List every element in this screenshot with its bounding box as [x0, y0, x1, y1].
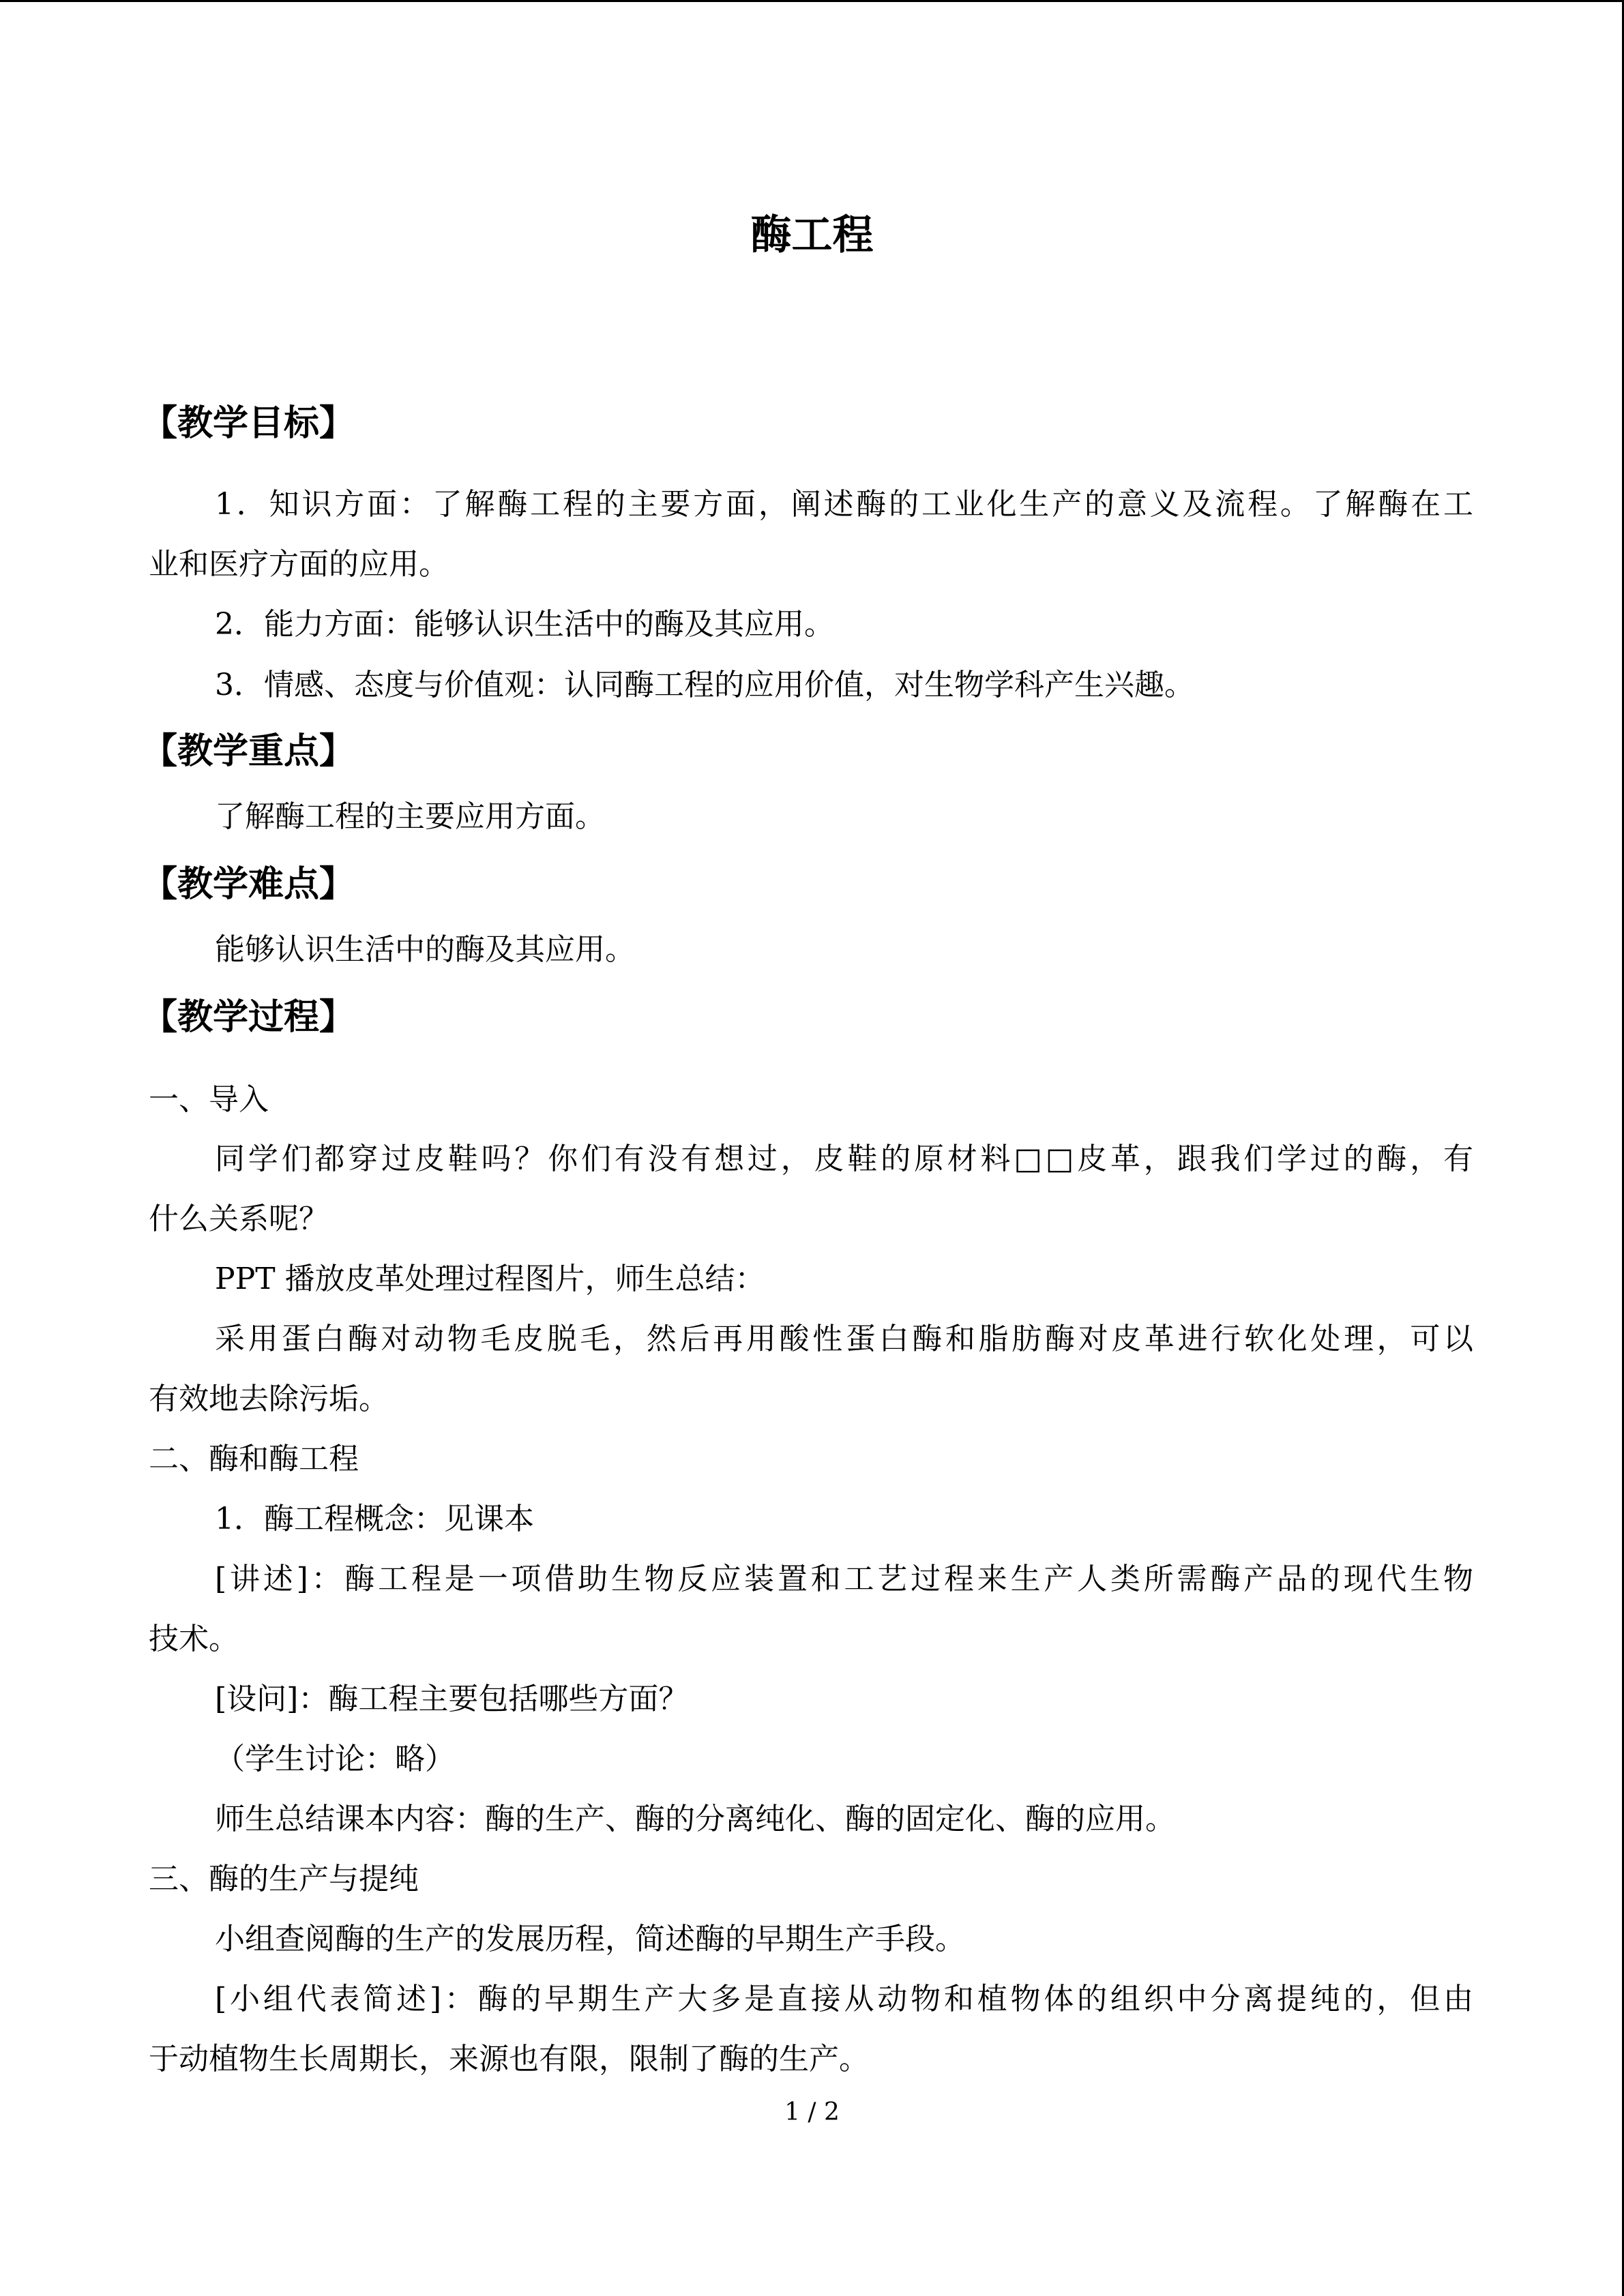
intro-paragraph-1-line-1-text: 同学们都穿过皮鞋吗？你们有没有想过，皮鞋的原材料□□皮革，跟我们学过的酶，有 — [215, 1142, 1477, 1176]
intro-paragraph-3-line-2: 有效地去除污垢。 — [149, 1382, 389, 1416]
intro-paragraph-1-line-1 — [215, 1139, 1477, 1180]
key-points-heading: 【教学重点】 — [142, 731, 355, 772]
enzyme-engineering-heading: 二、酶和酶工程 — [149, 1442, 359, 1476]
production-paragraph-2-line-1 — [215, 1979, 1477, 2020]
difficulties-text: 能够认识生活中的酶及其应用。 — [215, 932, 635, 967]
lecture-line-2: 技术。 — [149, 1622, 239, 1656]
objective-item-1-line-1-text: 1．知识方面：了解酶工程的主要方面，阐述酶的工业化生产的意义及流程。了解酶在工 — [215, 487, 1476, 522]
objective-item-1-line-1 — [215, 484, 1476, 525]
intro-paragraph-3-line-1 — [215, 1319, 1477, 1360]
question-text: [设问]：酶工程主要包括哪些方面？ — [215, 1682, 689, 1716]
discussion-text: （学生讨论：略） — [215, 1742, 455, 1776]
objective-item-3: 3．情感、态度与价值观：认同酶工程的应用价值，对生物学科产生兴趣。 — [215, 668, 1194, 702]
key-points-text: 了解酶工程的主要应用方面。 — [215, 799, 605, 834]
production-heading: 三、酶的生产与提纯 — [149, 1862, 419, 1896]
objectives-heading: 【教学目标】 — [142, 403, 355, 444]
production-paragraph-2-line-1-text: [小组代表简述]：酶的早期生产大多是直接从动物和植物体的组织中分离提纯的，但由 — [215, 1982, 1477, 2016]
objective-item-2: 2．能力方面：能够认识生活中的酶及其应用。 — [215, 607, 834, 642]
production-paragraph-2-line-2: 于动植物生长周期长，来源也有限，限制了酶的生产。 — [149, 2042, 869, 2076]
intro-heading: 一、导入 — [149, 1082, 269, 1117]
lecture-line-1 — [215, 1559, 1477, 1600]
intro-paragraph-3-line-1-text: 采用蛋白酶对动物毛皮脱毛，然后再用酸性蛋白酶和脂肪酶对皮革进行软化处理，可以 — [215, 1322, 1477, 1356]
lecture-line-1-text: [讲述]：酶工程是一项借助生物反应装置和工艺过程来生产人类所需酶产品的现代生物 — [215, 1562, 1477, 1596]
page-number: 1 / 2 — [784, 2098, 840, 2126]
intro-paragraph-1-line-2: 什么关系呢？ — [149, 1202, 329, 1236]
summary-text: 师生总结课本内容：酶的生产、酶的分离纯化、酶的固定化、酶的应用。 — [215, 1802, 1175, 1836]
production-paragraph-1: 小组查阅酶的生产的发展历程，简述酶的早期生产手段。 — [215, 1922, 965, 1956]
process-heading: 【教学过程】 — [142, 997, 355, 1038]
objective-item-1-line-2: 业和医疗方面的应用。 — [149, 547, 449, 582]
intro-paragraph-2: PPT 播放皮革处理过程图片，师生总结： — [215, 1262, 765, 1296]
enzyme-engineering-concept: 1．酶工程概念：见课本 — [215, 1502, 534, 1536]
difficulties-heading: 【教学难点】 — [142, 864, 355, 905]
document-title: 酶工程 — [750, 211, 874, 259]
